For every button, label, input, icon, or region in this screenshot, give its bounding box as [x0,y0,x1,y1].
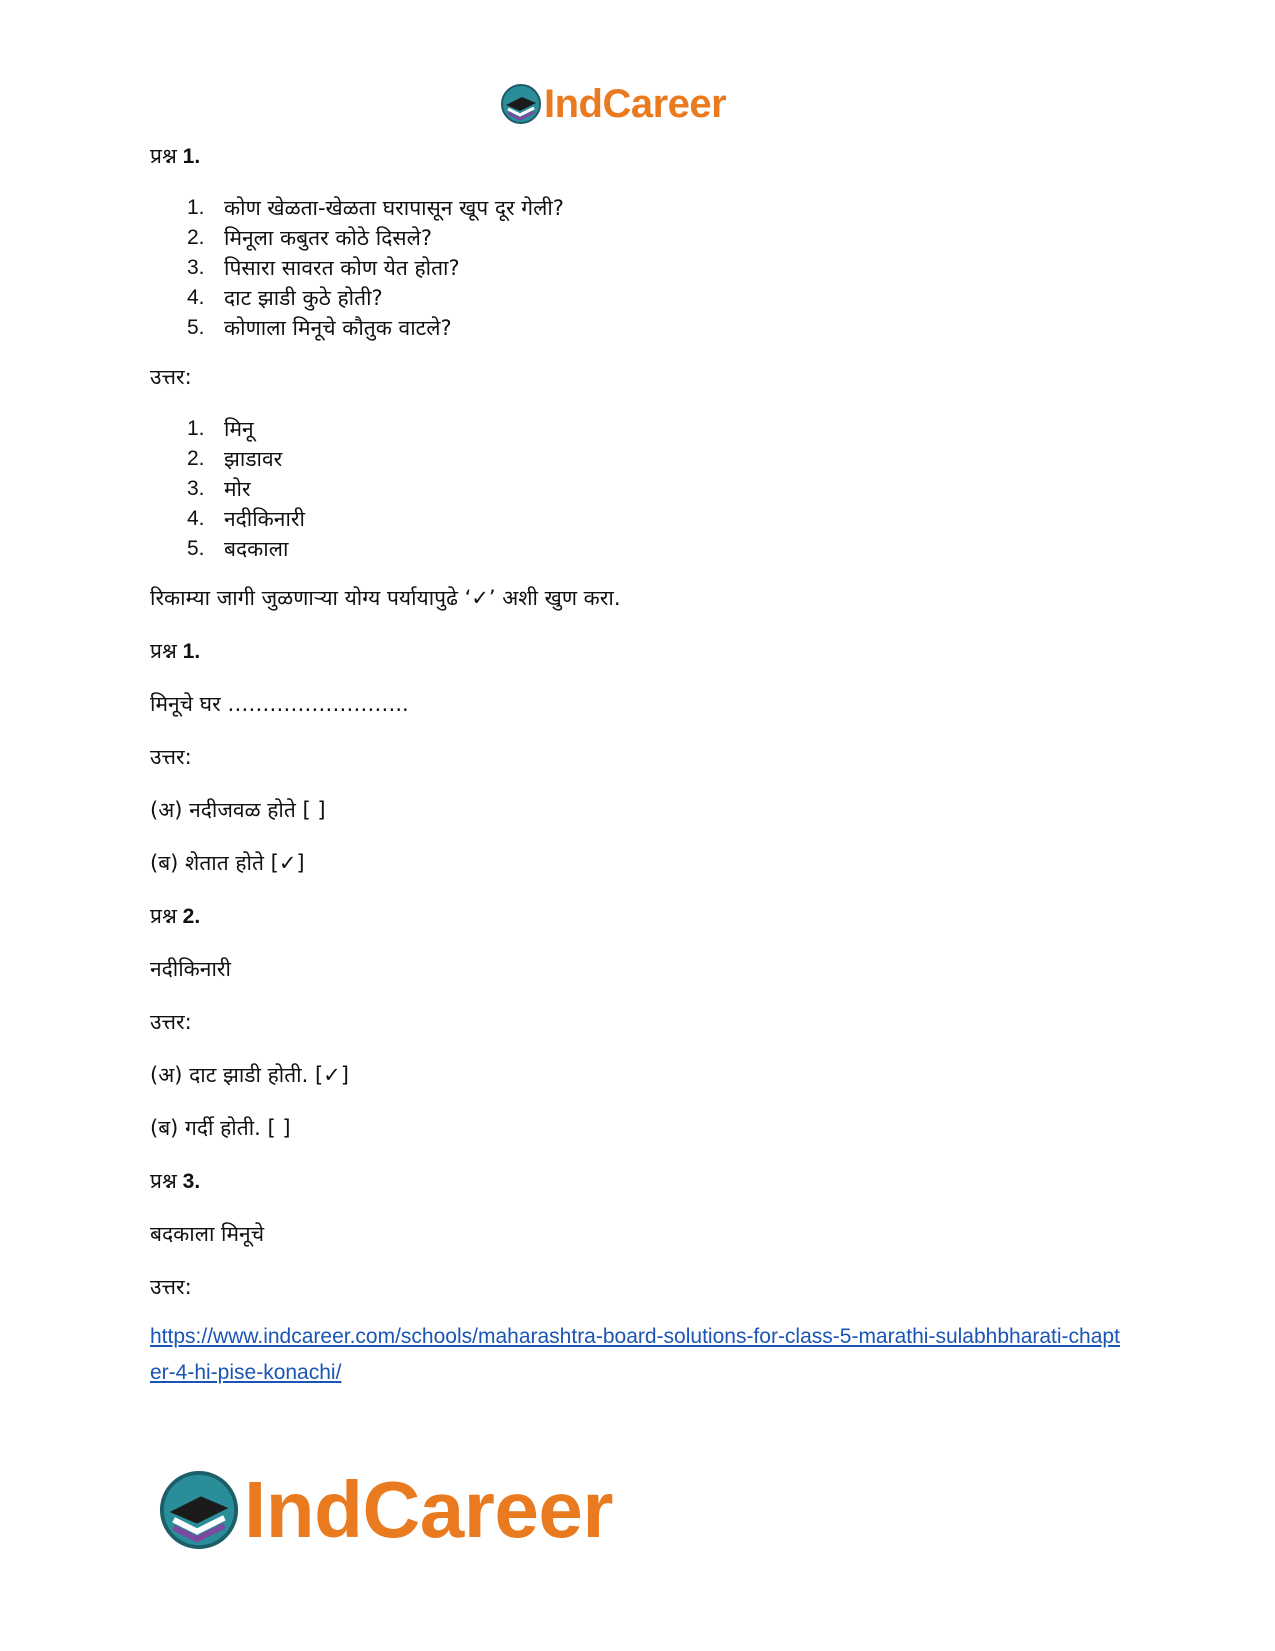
answer-heading: उत्तर: [150,745,192,769]
question-text: मिनूचे घर …………………….. [150,692,409,716]
indcareer-logo-top [500,80,726,128]
globe-book-icon [158,1469,240,1551]
option-a: (अ) दाट झाडी होती. [✓] [150,1063,349,1087]
option-b: (ब) शेतात होते [✓] [150,851,305,875]
question-text: बदकाला मिनूचे [150,1222,265,1246]
list-item: 1. कोण खेळता-खेळता घरापासून खूप दूर गेली? [187,196,564,220]
answer-list [150,414,305,564]
answer-heading: उत्तर: [150,1275,192,1299]
logo-wordmark: IndCareer [544,81,727,126]
question-heading: प्रश्न 1. [150,145,201,168]
question-text: नदीकिनारी [150,957,231,981]
list-item: 2. झाडावर [187,447,283,471]
list-item: 3. मोर [187,477,251,501]
option-b: (ब) गर्दी होती. [ ] [150,1116,291,1140]
question-heading: प्रश्न 2. [150,905,201,928]
list-item: 4. दाट झाडी कुठे होती? [187,286,383,310]
question-heading: प्रश्न 1. [150,640,201,663]
answer-heading: उत्तर: [150,1010,192,1034]
list-item: 4. नदीकिनारी [187,507,305,531]
instruction-text: रिकाम्या जागी जुळणाऱ्या योग्य पर्यायापुढे ‘✓’ अशी खुण करा. [150,586,621,610]
list-item: 3. पिसारा सावरत कोण येत होता? [187,256,460,280]
list-item: 1. मिनू [187,417,254,441]
list-item: 5. कोणाला मिनूचे कौतुक वाटले? [187,316,452,340]
question-list [150,193,564,343]
globe-book-icon [500,83,542,125]
list-item: 5. बदकाला [187,537,289,561]
source-link[interactable]: https://www.indcareer.com/schools/maharashtra-board-solutions-for-class-5-marathi-sulabhbharati-chapter-4-hi-pise-konachi/ [150,1325,1120,1384]
logo-wordmark: IndCareer [244,1465,613,1554]
option-a: (अ) नदीजवळ होते [ ] [150,798,326,822]
indcareer-logo-bottom [158,1465,613,1555]
answer-heading: उत्तर: [150,365,192,389]
question-heading: प्रश्न 3. [150,1170,201,1193]
list-item: 2. मिनूला कबुतर कोठे दिसले? [187,226,432,250]
